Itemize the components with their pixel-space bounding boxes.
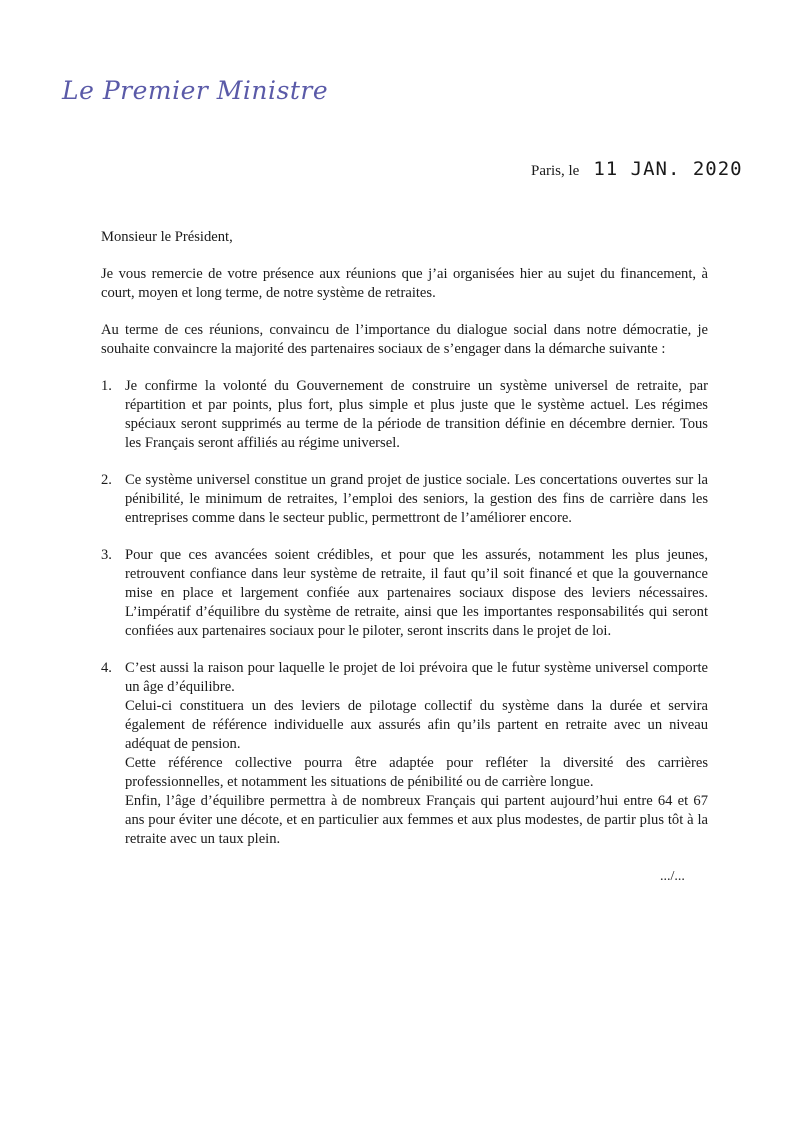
letterhead: Le Premier Ministre [62, 76, 329, 105]
list-number: 4. [101, 660, 112, 676]
letter-body [101, 228, 708, 886]
salutation: Monsieur le Président, [101, 229, 233, 245]
list-item [101, 471, 708, 528]
list-text: Pour que ces avancées soient crédibles, et pour que les assurés, notamment les plus jeunes, retrouvent confiance dans leur système de retraite, il faut qu’il soit financé et que la gouvernance mise en place et largement confiée aux partenaires sociaux dispose des leviers nécessaires. L’impératif d’équilibre du système de retraite, ainsi que les importantes responsabilités qui seront confiées aux partenaires sociaux pour le piloter, seront inscrits dans le projet de loi. [125, 547, 708, 639]
list-item [101, 377, 708, 453]
list-text: Je confirme la volonté du Gouvernement de construire un système universel de retraite, par répartition et par points, plus fort, plus simple et plus juste que le système actuel. Les régimes spéciaux seront supprimés au terme de la période de transition définie en décembre dernier. Tous les Français seront affiliés au régime universel. [125, 378, 708, 451]
list-number: 2. [101, 472, 112, 488]
list-text: Enfin, l’âge d’équilibre permettra à de nombreux Français qui partent aujourd’hui entre 64 et 67 ans pour éviter une décote, et en particulier aux femmes et aux plus modestes, de partir plus tôt à la retraite avec un taux plein. [125, 793, 708, 847]
list-text: Celui-ci constituera un des leviers de pilotage collectif du système dans la durée et servira également de référence individuelle aux assurés afin qu’ils partent en retraite avec un niveau adéquat de pension. [125, 698, 708, 752]
list-item [101, 659, 708, 849]
date-stamp: 11 JAN. 2020 [593, 158, 743, 180]
dateline [531, 158, 743, 180]
list-text: Cette référence collective pourra être adaptée pour refléter la diversité des carrières professionnelles, et notamment les situations de pénibilité ou de carrière longue. [125, 755, 708, 790]
list-item [101, 546, 708, 641]
list-text: C’est aussi la raison pour laquelle le projet de loi prévoira que le futur système universel comporte un âge d’équilibre. [125, 660, 708, 695]
date-prefix: Paris, le [531, 163, 580, 179]
continuation-mark: .../... [660, 869, 685, 884]
paragraph: Au terme de ces réunions, convaincu de l’importance du dialogue social dans notre démocratie, je souhaite convaincre la majorité des partenaires sociaux de s’engager dans la démarche suivante : [101, 322, 708, 357]
paragraph: Je vous remercie de votre présence aux réunions que j’ai organisées hier au sujet du financement, à court, moyen et long terme, de notre système de retraites. [101, 266, 708, 301]
list-number: 1. [101, 378, 112, 394]
list-text: Ce système universel constitue un grand projet de justice sociale. Les concertations ouvertes sur la pénibilité, le minimum de retraites, l’emploi des seniors, la gestion des fins de carrière dans les entreprises comme dans le secteur public, permettront de l’améliorer encore. [125, 472, 708, 526]
list-number: 3. [101, 547, 112, 563]
